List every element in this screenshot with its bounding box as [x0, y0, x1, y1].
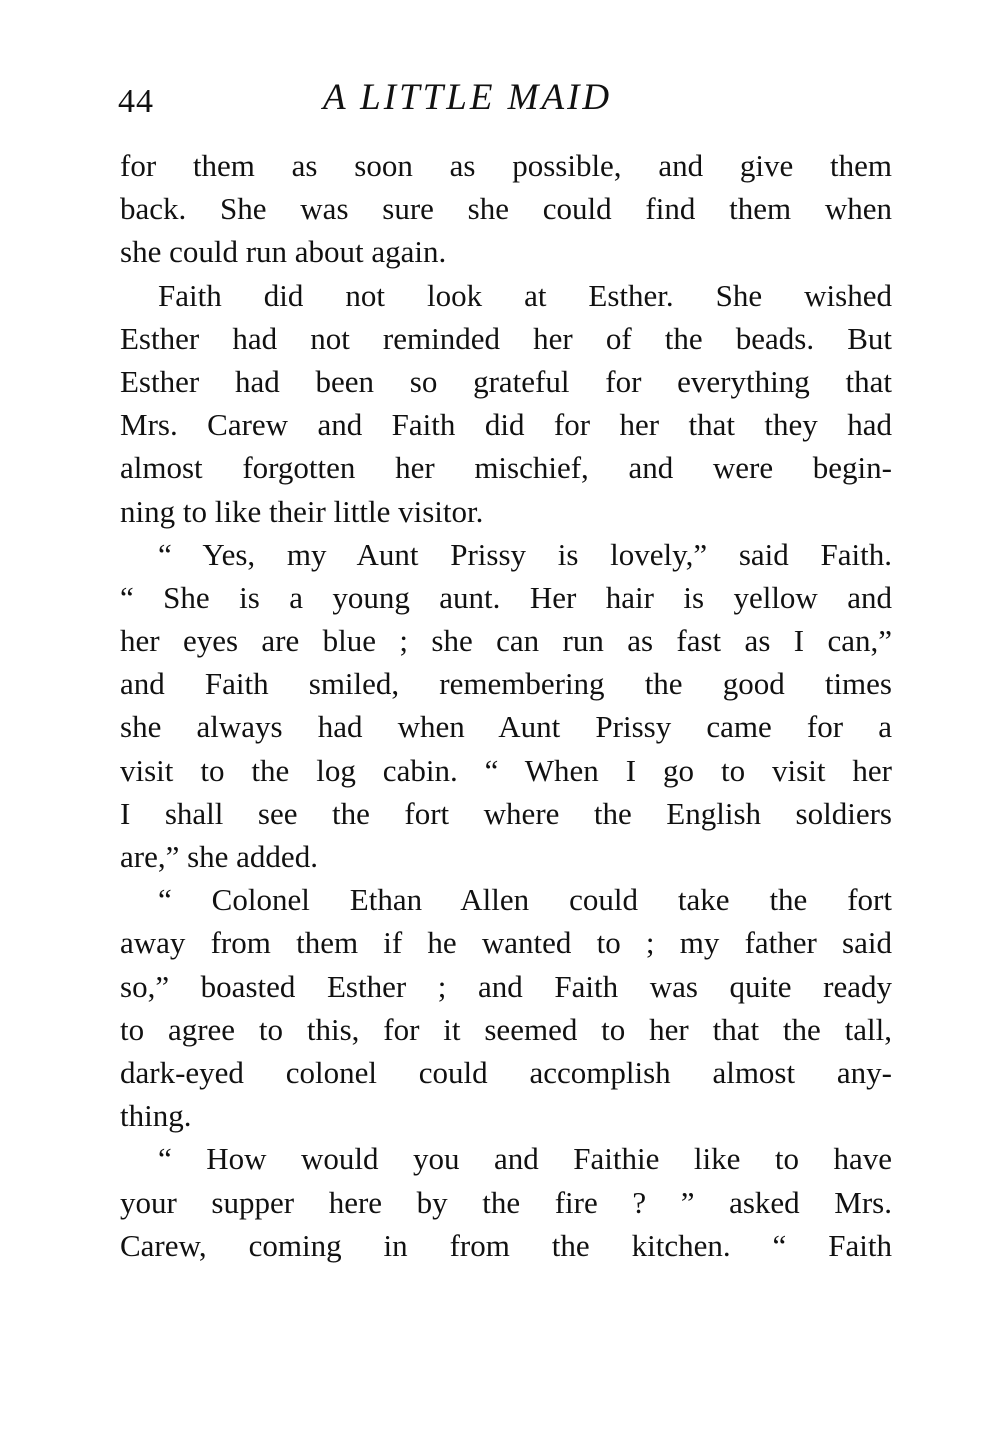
text-line: her eyes are blue ; she can run as fast as I can,” [120, 623, 892, 659]
body-text [120, 144, 892, 1267]
text-line: your supper here by the fire ? ” asked Mrs. [120, 1184, 892, 1220]
text-line: Carew, coming in from the kitchen. “ Faith [120, 1227, 892, 1263]
text-line: for them as soon as possible, and give them [120, 148, 892, 183]
text-line: and Faith smiled, remembering the good times [120, 666, 892, 702]
text-line: “ Colonel Ethan Allen could take the fort [158, 882, 892, 918]
text-line: Faith did not look at Esther. She wished [158, 277, 892, 313]
text-line: away from them if he wanted to ; my father said [120, 925, 892, 961]
text-line: “ Yes, my Aunt Prissy is lovely,” said Faith. [158, 536, 892, 572]
text-line: visit to the log cabin. “ When I go to visit her [120, 752, 892, 788]
text-line: so,” boasted Esther ; and Faith was quite ready [120, 968, 892, 1004]
text-line: dark-eyed colonel could accomplish almost any- [120, 1054, 892, 1090]
text-line: to agree to this, for it seemed to her that the tall, [120, 1011, 892, 1047]
text-line: Esther had been so grateful for everything that [120, 363, 892, 399]
text-line: “ She is a young aunt. Her hair is yellow and [120, 579, 892, 615]
text-line: Esther had not reminded her of the beads. But [120, 320, 892, 356]
running-head [118, 78, 890, 128]
text-line: are,” she added. [120, 839, 318, 874]
text-line: back. She was sure she could find them when [120, 191, 892, 227]
text-line: she always had when Aunt Prissy came for a [120, 709, 892, 745]
text-line: thing. [120, 1098, 192, 1134]
text-line: ning to like their little visitor. [120, 493, 484, 529]
text-line: Mrs. Carew and Faith did for her that they had [120, 407, 892, 443]
text-line: I shall see the fort where the English soldiers [120, 795, 892, 831]
text-line: “ How would you and Faithie like to have [158, 1141, 892, 1177]
text-line: almost forgotten her mischief, and were begin- [120, 450, 892, 486]
text-line: she could run about again. [120, 234, 447, 270]
page-number: 44 [118, 83, 154, 120]
book-title: A LITTLE MAID [323, 77, 613, 118]
